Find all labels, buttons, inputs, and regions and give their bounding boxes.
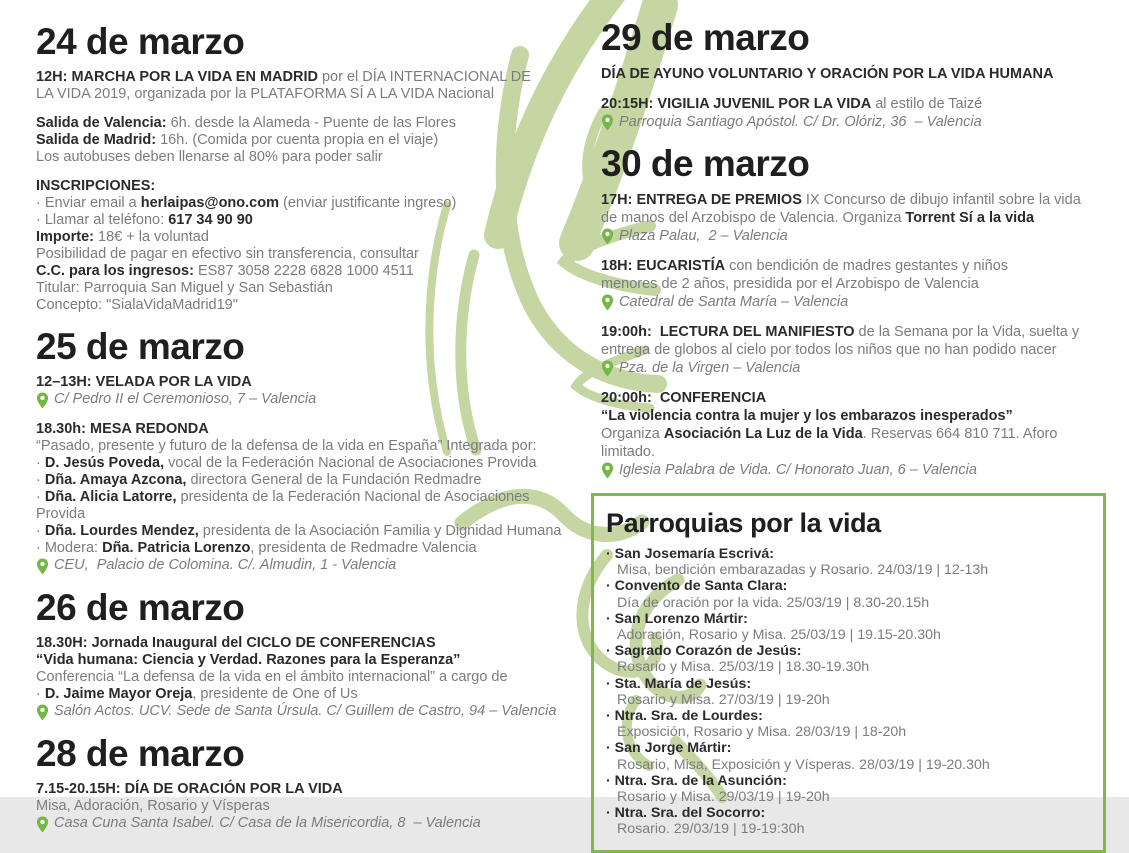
- parroquia-name: · San Josemaría Escrivá:: [606, 545, 774, 562]
- text-segment: con bendición de madres gestantes y niños: [725, 257, 1009, 274]
- parroquia-name: · San Jorge Mártir:: [606, 740, 732, 757]
- text-line: [36, 489, 581, 523]
- date-section: [36, 327, 581, 575]
- text-segment: Salón Actos. UCV. Sede de Santa Úrsula. C/ Guillem de Castro, 94 – Valencia: [54, 702, 557, 719]
- parroquia-name: · Sagrado Corazón de Jesús:: [606, 643, 802, 660]
- event-block: [36, 781, 581, 833]
- event-block: [36, 374, 581, 409]
- text-segment: al estilo de Taizé: [871, 95, 983, 112]
- text-line: [36, 781, 581, 798]
- text-segment: LA VIDA 2019, organizada por la PLATAFORMA SÍ A LA VIDA Nacional: [36, 85, 495, 102]
- text-segment: ·: [36, 685, 45, 702]
- date-section: [591, 18, 1106, 131]
- text-segment: Titular: Parroquia San Miguel y San Sebastián: [36, 279, 333, 296]
- date-section: [36, 734, 581, 833]
- location-line: [36, 557, 581, 575]
- text-segment: 19:00h: LECTURA DEL MANIFIESTO: [601, 323, 855, 340]
- text-line: [36, 86, 581, 103]
- left-column: [36, 22, 581, 833]
- text-segment: “Pasado, presente y futuro de la defensa de la vida en España” Integrada por:: [36, 437, 537, 454]
- location-line: [36, 703, 581, 721]
- location-pin-icon: [601, 462, 614, 479]
- parroquia-name: · Ntra. Sra. de Lourdes:: [606, 707, 763, 724]
- text-segment: Conferencia “La defensa de la vida en el ámbito internacional” a cargo de: [36, 668, 508, 685]
- text-segment: 12–13H: VELADA POR LA VIDA: [36, 373, 252, 390]
- text-line: [36, 263, 581, 280]
- text-segment: Dña. Patricia Lorenzo: [102, 539, 251, 556]
- text-line: [601, 389, 1106, 407]
- parroquia-entry: [606, 643, 1089, 675]
- text-segment: Salida de Madrid:: [36, 131, 157, 148]
- text-line: [36, 455, 581, 472]
- text-line: [36, 132, 581, 149]
- text-segment: 7.15-20.15H: DÍA DE ORACIÓN POR LA VIDA: [36, 780, 343, 797]
- text-segment: (enviar justificante ingreso): [279, 194, 457, 211]
- text-line: [601, 209, 1106, 227]
- text-segment: Pza. de la Virgen – Valencia: [619, 359, 801, 376]
- parroquia-entry: [606, 708, 1089, 740]
- parroquia-entry: [606, 676, 1089, 708]
- text-segment: Dña. Alicia Latorre,: [44, 488, 177, 505]
- text-segment: C.C. para los ingresos:: [36, 262, 194, 279]
- parroquia-entry: [606, 773, 1089, 805]
- text-segment: IX Concurso de dibujo infantil sobre la vida: [801, 191, 1081, 208]
- text-segment: D. Jaime Mayor Oreja: [44, 685, 193, 702]
- text-line: [601, 341, 1106, 359]
- parroquia-entry: [606, 578, 1089, 610]
- text-segment: ·: [36, 454, 45, 471]
- text-line: [601, 425, 1106, 461]
- location-line: [601, 359, 1106, 377]
- parroquia-entry: [606, 611, 1089, 643]
- text-segment: , presidente de One of Us: [192, 685, 358, 702]
- parroquia-detail: Rosario y Misa. 27/03/19 | 19-20h: [617, 691, 830, 708]
- parroquias-box: [591, 493, 1106, 853]
- text-segment: “Vida humana: Ciencia y Verdad. Razones para la Esperanza”: [36, 651, 461, 668]
- event-block: [36, 69, 581, 103]
- location-line: [36, 815, 581, 833]
- text-segment: Salida de Valencia:: [36, 114, 167, 131]
- text-segment: herlaipas@ono.com: [140, 194, 279, 211]
- parroquia-name: · Ntra. Sra. del Socorro:: [606, 805, 766, 822]
- text-segment: Dña. Lourdes Mendez,: [44, 522, 199, 539]
- text-line: [36, 540, 581, 557]
- date-section: [591, 144, 1106, 479]
- text-segment: 18€ + la voluntad: [94, 228, 209, 245]
- text-line: [36, 669, 581, 686]
- event-block: [601, 257, 1106, 311]
- location-pin-icon: [36, 558, 49, 575]
- text-segment: Dña. Amaya Azcona,: [44, 471, 187, 488]
- parroquia-name: · San Lorenzo Mártir:: [606, 610, 748, 627]
- location-pin-icon: [601, 114, 614, 131]
- text-segment: Casa Cuna Santa Isabel. C/ Casa de la Misericordia, 8 – Valencia: [54, 814, 481, 831]
- text-segment: ·: [36, 488, 45, 505]
- text-segment: Torrent Sí a la vida: [905, 209, 1035, 226]
- text-line: [601, 323, 1106, 341]
- location-pin-icon: [36, 816, 49, 833]
- text-segment: ·: [36, 522, 45, 539]
- date-heading: 29 de marzo: [601, 17, 810, 58]
- text-line: [36, 149, 581, 166]
- parroquias-title: Parroquias por la vida: [606, 507, 881, 538]
- event-block: [601, 389, 1106, 479]
- text-line: [601, 65, 1106, 83]
- text-line: [36, 798, 581, 815]
- parroquia-detail: Día de oración por la vida. 25/03/19 | 8.30-20.15h: [617, 594, 930, 611]
- event-block: [36, 115, 581, 166]
- text-line: [36, 297, 581, 314]
- text-segment: · Llamar al teléfono:: [36, 211, 169, 228]
- right-column: [591, 18, 1106, 853]
- text-line: [36, 374, 581, 391]
- text-segment: Iglesia Palabra de Vida. C/ Honorato Juan, 6 – Valencia: [619, 461, 977, 478]
- text-line: [36, 472, 581, 489]
- parroquia-detail: Rosario y Misa. 25/03/19 | 18.30-19.30h: [617, 659, 870, 676]
- text-line: [601, 95, 1106, 113]
- text-segment: de manos del Arzobispo de Valencia. Organiza: [601, 209, 906, 226]
- text-line: [601, 407, 1106, 425]
- location-line: [601, 227, 1106, 245]
- text-segment: 20:00h: CONFERENCIA: [601, 389, 767, 406]
- location-line: [601, 113, 1106, 131]
- location-pin-icon: [36, 704, 49, 721]
- text-segment: “La violencia contra la mujer y los embarazos inesperados”: [601, 407, 1013, 424]
- location-pin-icon: [36, 392, 49, 409]
- text-segment: C/ Pedro II el Ceremonioso, 7 – Valencia: [54, 390, 317, 407]
- event-block: [36, 421, 581, 575]
- text-segment: 617 34 90 90: [168, 211, 253, 228]
- text-segment: menores de 2 años, presidida por el Arzobispo de Valencia: [601, 275, 979, 292]
- text-segment: Asociación La Luz de la Vida: [663, 425, 863, 442]
- text-segment: 12H: MARCHA POR LA VIDA EN MADRID: [36, 68, 318, 85]
- text-line: [36, 229, 581, 246]
- parroquia-entry: [606, 740, 1089, 772]
- location-pin-icon: [601, 360, 614, 377]
- date-heading: 24 de marzo: [36, 21, 245, 62]
- text-line: [36, 69, 581, 86]
- parroquia-detail: Rosario y Misa. 29/03/19 | 19-20h: [617, 788, 830, 805]
- text-line: [36, 178, 581, 195]
- location-pin-icon: [601, 228, 614, 245]
- text-line: [36, 421, 581, 438]
- text-segment: 18.30H: Jornada Inaugural del CICLO DE CONFERENCIAS: [36, 634, 436, 651]
- text-line: [36, 686, 581, 703]
- location-line: [601, 293, 1106, 311]
- text-segment: Parroquia Santiago Apóstol. C/ Dr. Olóriz, 36 – Valencia: [619, 113, 982, 130]
- text-segment: ·: [36, 471, 45, 488]
- event-block: [36, 178, 581, 314]
- parroquia-name: · Convento de Santa Clara:: [606, 578, 788, 595]
- text-segment: D. Jesús Poveda,: [44, 454, 165, 471]
- text-segment: 16h. (Comida por cuenta propia en el viaje): [156, 131, 439, 148]
- text-line: [36, 438, 581, 455]
- text-segment: Plaza Palau, 2 – Valencia: [619, 227, 788, 244]
- location-line: [36, 391, 581, 409]
- text-line: [36, 195, 581, 212]
- text-segment: Concepto: "SialaVidaMadrid19": [36, 296, 238, 313]
- text-segment: INSCRIPCIONES:: [36, 177, 156, 194]
- text-segment: vocal de la Federación Nacional de Asociaciones Provida: [164, 454, 537, 471]
- text-segment: · Modera:: [36, 539, 103, 556]
- location-line: [601, 461, 1106, 479]
- text-line: [36, 652, 581, 669]
- text-line: [601, 275, 1106, 293]
- date-heading: 26 de marzo: [36, 586, 245, 628]
- date-section: [36, 22, 581, 314]
- event-block: [601, 65, 1106, 83]
- text-segment: presidenta de la Asociación Familia y Dignidad Humana: [198, 522, 562, 539]
- text-segment: DÍA DE AYUNO VOLUNTARIO Y ORACIÓN POR LA VIDA HUMANA: [601, 65, 1054, 82]
- text-segment: Los autobuses deben llenarse al 80% para poder salir: [36, 148, 383, 165]
- text-line: [36, 280, 581, 297]
- text-line: [601, 191, 1106, 209]
- parroquia-detail: Rosario. 29/03/19 | 19-19:30h: [617, 821, 805, 838]
- event-block: [601, 323, 1106, 377]
- right-column-sections: [591, 18, 1106, 479]
- text-segment: de la Semana por la Vida, suelta y: [854, 323, 1080, 340]
- text-segment: Organiza: [601, 425, 664, 442]
- text-segment: CEU, Palacio de Colomina. C/. Almudin, 1 - Valencia: [54, 556, 397, 573]
- date-heading: 25 de marzo: [36, 325, 245, 367]
- text-line: [36, 246, 581, 263]
- text-segment: directora General de la Fundación Redmadre: [186, 471, 482, 488]
- text-segment: ES87 3058 2228 6828 1000 4511: [193, 262, 414, 279]
- text-segment: 17H: ENTREGA DE PREMIOS: [601, 191, 802, 208]
- text-line: [601, 257, 1106, 275]
- text-segment: Importe:: [36, 228, 94, 245]
- text-segment: Catedral de Santa María – Valencia: [619, 293, 849, 310]
- date-heading: 28 de marzo: [36, 732, 245, 774]
- text-segment: 6h. desde la Alameda - Puente de las Flores: [166, 114, 456, 131]
- text-segment: por el DÍA INTERNACIONAL DE: [317, 68, 531, 85]
- date-section: [36, 588, 581, 721]
- parroquia-detail: Misa, bendición embarazadas y Rosario. 24/03/19 | 12-13h: [617, 562, 989, 579]
- text-line: [36, 115, 581, 132]
- text-segment: presidenta de la Federación Nacional de Asociaciones Provida: [36, 488, 534, 522]
- text-segment: Misa, Adoración, Rosario y Vísperas: [36, 797, 270, 814]
- parroquia-detail: Exposición, Rosario y Misa. 28/03/19 | 18-20h: [617, 724, 907, 741]
- event-block: [36, 635, 581, 721]
- text-segment: , presidenta de Redmadre Valencia: [250, 539, 477, 556]
- parroquia-detail: Rosario, Misa, Exposición y Vísperas. 28/03/19 | 19-20.30h: [617, 756, 990, 773]
- parroquia-name: · Ntra. Sra. de la Asunción:: [606, 772, 787, 789]
- text-line: [36, 212, 581, 229]
- parroquia-name: · Sta. María de Jesús:: [606, 675, 752, 692]
- date-heading: 30 de marzo: [601, 142, 810, 184]
- text-segment: entrega de globos al cielo por todos los niños que no han podido nacer: [601, 341, 1057, 358]
- text-line: [36, 523, 581, 540]
- parroquia-entry: [606, 546, 1089, 578]
- parroquias-list: [606, 546, 1089, 838]
- text-segment: 18H: EUCARISTÍA: [601, 257, 726, 274]
- text-segment: 20:15H: VIGILIA JUVENIL POR LA VIDA: [601, 95, 872, 112]
- event-block: [601, 191, 1106, 245]
- text-segment: Posibilidad de pagar en efectivo sin transferencia, consultar: [36, 245, 419, 262]
- text-line: [36, 635, 581, 652]
- event-block: [601, 95, 1106, 131]
- parroquia-entry: [606, 805, 1089, 837]
- text-segment: · Enviar email a: [36, 194, 141, 211]
- parroquia-detail: Adoración, Rosario y Misa. 25/03/19 | 19.15-20.30h: [617, 626, 941, 643]
- text-segment: . Reservas 664 810 711. Aforo limitado.: [601, 425, 1062, 460]
- location-pin-icon: [601, 294, 614, 311]
- text-segment: 18.30h: MESA REDONDA: [36, 420, 209, 437]
